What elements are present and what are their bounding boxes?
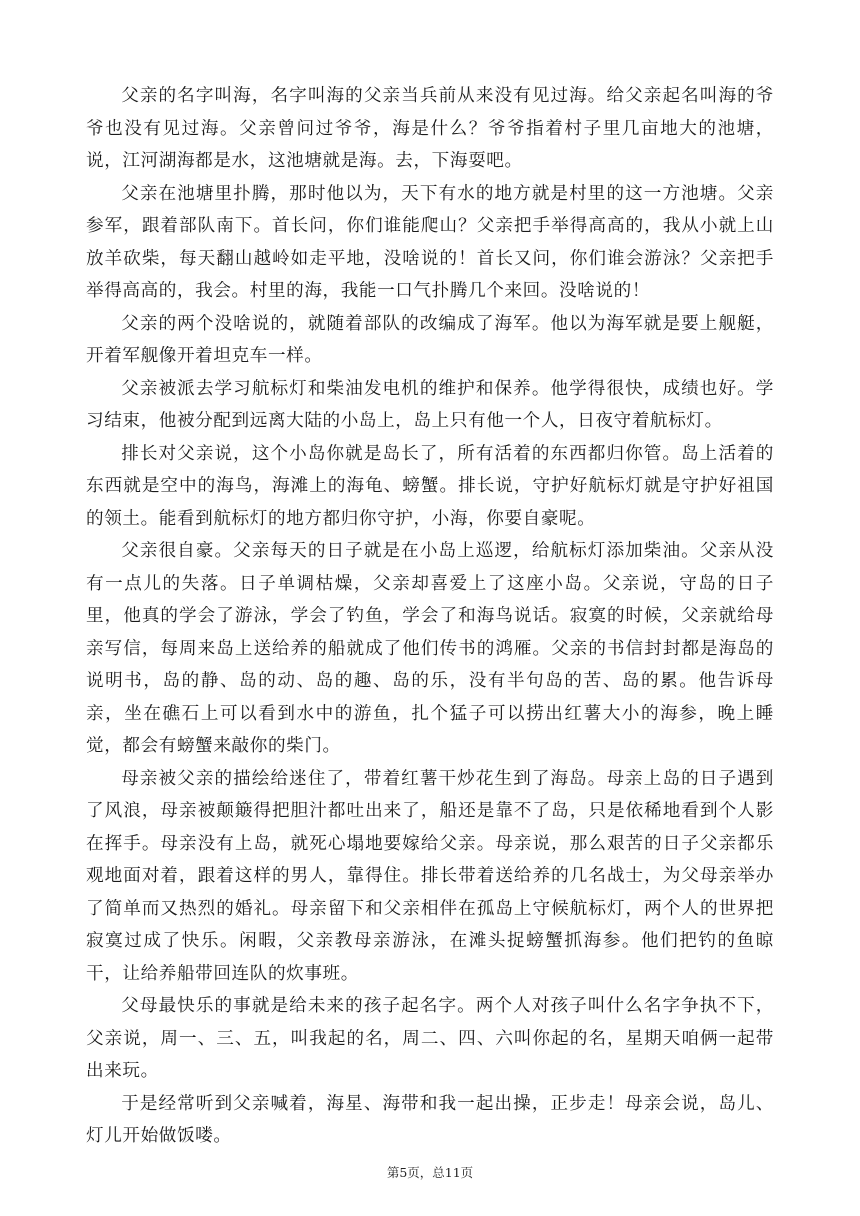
paragraph-5: 排长对父亲说，这个小岛你就是岛长了，所有活着的东西都归你管。岛上活着的东西就是空中的海鸟，海滩上的海龟、螃蟹。排长说，守护好航标灯就是守护好祖国的领土。能看到航标灯的地方都归你守护，小海，你要自豪呢。 [86, 443, 774, 529]
paragraph-3: 父亲的两个没啥说的，就随着部队的改编成了海军。他以为海军就是要上舰艇，开着军舰像开着坦克车一样。 [86, 313, 774, 366]
paragraph-7: 母亲被父亲的描绘给迷住了，带着红薯干炒花生到了海岛。母亲上岛的日子遇到了风浪，母亲被颠簸得把胆汁都吐出来了，船还是靠不了岛，只是依稀地看到个人影在挥手。母亲没有上岛，就死心塌地要嫁给父亲。母亲说，那么艰苦的日子父亲都乐观地面对着，跟着这样的男人，靠得住。排长带着送给养的几名战士，为父母亲举办了简单而又热烈的婚礼。母亲留下和父亲相伴在孤岛上守候航标灯，两个人的世界把寂寞过成了快乐。闲暇，父亲教母亲游泳，在滩头捉螃蟹抓海参。他们把钓的鱼晾干，让给养船带回连队的炊事班。 [86, 768, 774, 984]
paragraph-2: 父亲在池塘里扑腾，那时他以为，天下有水的地方就是村里的这一方池塘。父亲参军，跟着部队南下。首长问，你们谁能爬山？父亲把手举得高高的，我从小就上山放羊砍柴，每天翻山越岭如走平地，没啥说的！首长又问，你们谁会游泳？父亲把手举得高高的，我会。村里的海，我能一口气扑腾几个来回。没啥说的！ [86, 183, 774, 301]
paragraph-1: 父亲的名字叫海，名字叫海的父亲当兵前从来没有见过海。给父亲起名叫海的爷爷也没有见过海。父亲曾问过爷爷，海是什么？爷爷指着村子里几亩地大的池塘，说，江河湖海都是水，这池塘就是海。去，下海耍吧。 [86, 86, 774, 171]
paragraph-6: 父亲很自豪。父亲每天的日子就是在小岛上巡逻，给航标灯添加柴油。父亲从没有一点儿的失落。日子单调枯燥，父亲却喜爱上了这座小岛。父亲说，守岛的日子里，他真的学会了游泳，学会了钓鱼，学会了和海鸟说话。寂寞的时候，父亲就给母亲写信，每周来岛上送给养的船就成了他们传书的鸿雁。父亲的书信封封都是海岛的说明书，岛的静、岛的动、岛的趣、岛的乐，没有半句岛的苦、岛的累。他告诉母亲，坐在礁石上可以看到水中的游鱼，扎个猛子可以捞出红薯大小的海参，晚上睡觉，都会有螃蟹来敲你的柴门。 [86, 541, 774, 756]
paragraph-9: 于是经常听到父亲喊着，海星、海带和我一起出操，正步走！母亲会说，岛儿、灯儿开始做饭喽。 [86, 1093, 774, 1146]
paragraph-4: 父亲被派去学习航标灯和柴油发电机的维护和保养。他学得很快，成绩也好。学习结束，他被分配到远离大陆的小岛上，岛上只有他一个人，日夜守着航标灯。 [86, 378, 774, 431]
paragraph-8: 父母最快乐的事就是给未来的孩子起名字。两个人对孩子叫什么名字争执不下，父亲说，周一、三、五，叫我起的名，周二、四、六叫你起的名，星期天咱俩一起带出来玩。 [86, 996, 774, 1081]
article-body [86, 80, 774, 1153]
page-number-footer: 第5页，总11页 [386, 1165, 474, 1180]
